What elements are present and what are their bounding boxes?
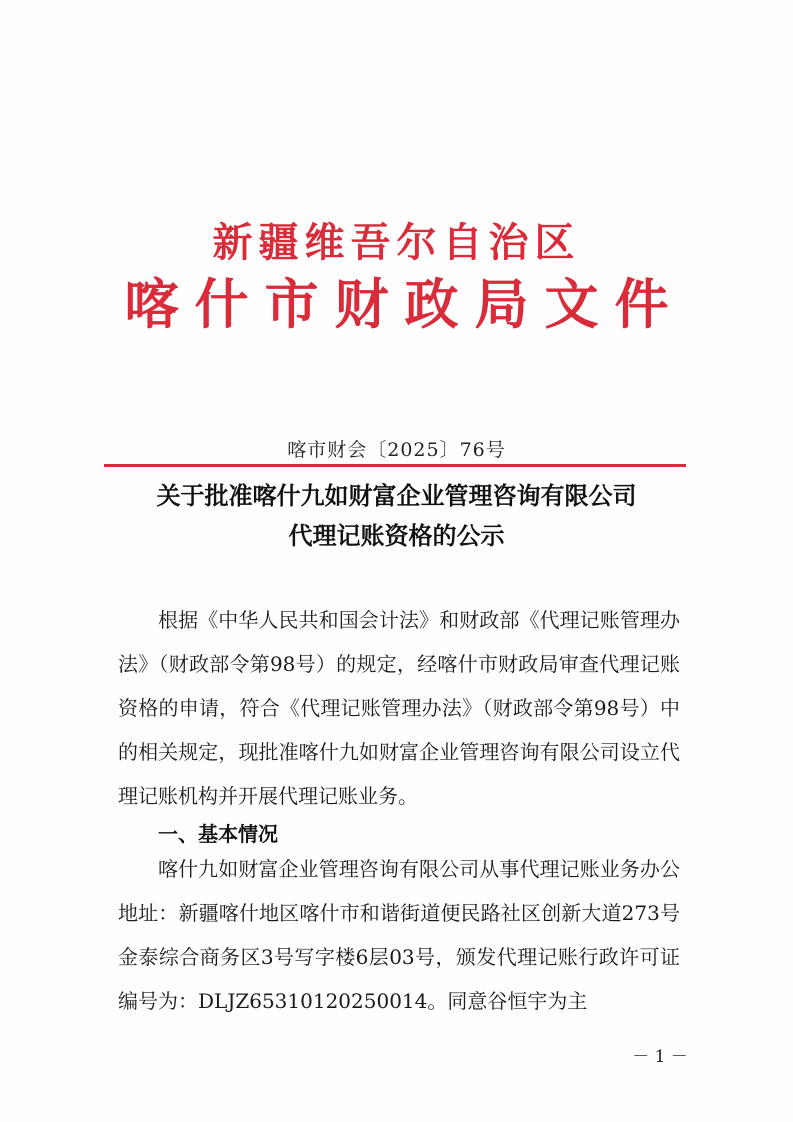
section-heading-basic-info: 一、基本情况 (158, 822, 278, 846)
issuer-region-heading: 新疆维吾尔自治区 (212, 219, 581, 266)
document-title-line2: 代理记账资格的公示 (288, 521, 505, 550)
page-number: － 1 － (632, 1047, 688, 1067)
red-divider-line (104, 464, 686, 467)
body-paragraph-1: 根据《中华人民共和国会计法》和财政部《代理记账管理办法》（财政部令第98号）的规定，经喀什市财政局审查代理记账资格的申请，符合《代理记账管理办法》（财政部令第98号）中的相关规定，现批准喀什九如财富企业管理咨询有限公司设立代理记账机构并开展代理记账业务。 (118, 608, 680, 808)
document-title-line1: 关于批准喀什九如财富企业管理咨询有限公司 (156, 481, 637, 510)
issuer-document-heading: 喀什市财政局文件 (124, 272, 685, 336)
body-paragraph-2: 喀什九如财富企业管理咨询有限公司从事代理记账业务办公地址：新疆喀什地区喀什市和谐街道便民路社区创新大道273号金泰综合商务区3号写字楼6层03号，颁发代理记账行政许可证编号为：DLJZ65310120250014。同意谷恒宇为主 (118, 857, 680, 1013)
document-number: 喀市财会〔2025〕76号 (287, 439, 506, 461)
